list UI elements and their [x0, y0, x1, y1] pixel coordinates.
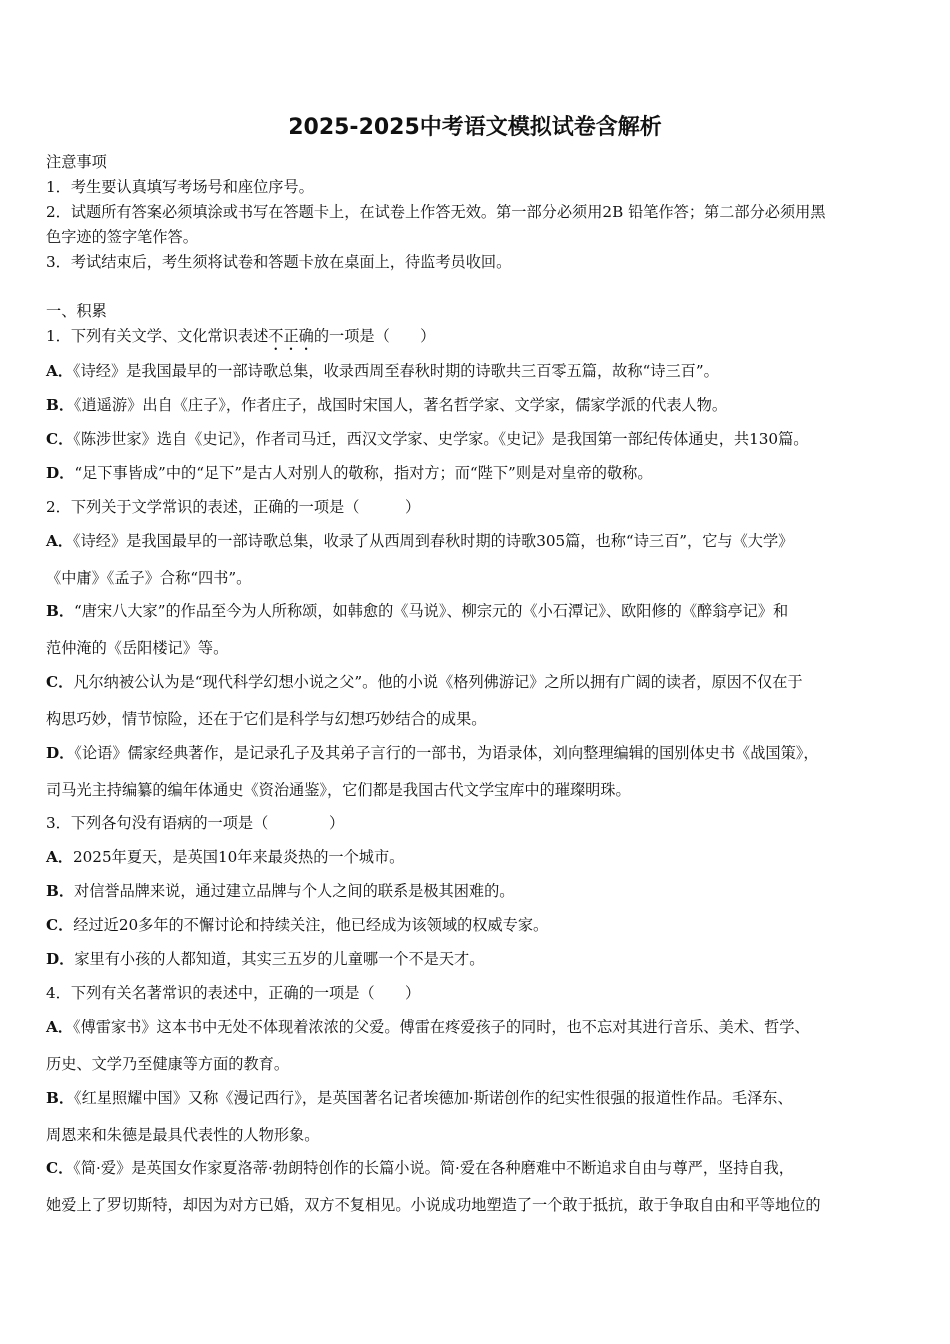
option-letter: C．	[46, 430, 74, 448]
question-1-stem	[46, 326, 435, 354]
question-4-stem: 4．下列有关名著常识的表述中，正确的一项是（ ）	[46, 984, 421, 1002]
notice-item-2: 2．试题所有答案必须填涂或书写在答题卡上，在试卷上作答无效。第一部分必须用2B 铅笔作答；第二部分必须用黑	[46, 203, 826, 221]
question-4-option-b-cont: 周恩来和朱德是最具代表性的人物形象。	[46, 1126, 320, 1144]
question-1-stem-pre: 1．下列有关文学、文化常识表述	[46, 327, 269, 345]
question-3-option-c: C．经过近20多年的不懈讨论和持续关注，他已经成为该领域的权威专家。	[46, 916, 549, 934]
option-letter: A．	[46, 362, 73, 380]
option-letter: D．	[46, 744, 75, 762]
question-3-option-b: B．对信誉品牌来说，通过建立品牌与个人之间的联系是极其困难的。	[46, 882, 515, 900]
question-2-stem: 2．下列关于文学常识的表述，正确的一项是（ ）	[46, 498, 421, 516]
question-2-option-b-cont: 范仲淹的《岳阳楼记》等。	[46, 639, 229, 657]
section-heading: 一、积累	[46, 302, 107, 320]
page-title: 2025-2025中考语文模拟试卷含解析	[288, 115, 662, 140]
question-2-option-d: D．《论语》儒家经典著作，是记录孔子及其弟子言行的一部书，为语录体，刘向整理编辑的国别体史书《战国策》，	[46, 744, 819, 762]
question-4-option-c: C．《简·爱》是英国女作家夏洛蒂·勃朗特创作的长篇小说。简·爱在各种磨难中不断追求自由与尊严，坚持自我，	[46, 1159, 794, 1177]
notice-item-3: 3．考试结束后，考生须将试卷和答题卡放在桌面上，待监考员收回。	[46, 253, 512, 271]
option-letter: C．	[46, 1159, 74, 1177]
question-4-option-a-cont: 历史、文学乃至健康等方面的教育。	[46, 1055, 289, 1073]
question-1-option-d: D．“足下事皆成”中的“足下”是古人对别人的敬称，指对方；而“陛下”则是对皇帝的敬称。	[46, 464, 653, 482]
option-letter: A．	[46, 532, 73, 550]
question-1-emphasis: 不正确	[268, 327, 314, 345]
question-1-option-b: B．《逍遥游》出自《庄子》，作者庄子，战国时宋国人，著名哲学家、文学家，儒家学派的代表人物。	[46, 396, 728, 414]
question-2-option-a: A．《诗经》是我国最早的一部诗歌总集，收录了从西周到春秋时期的诗歌305篇，也称“诗三百”，它与《大学》	[46, 532, 794, 550]
notice-heading: 注意事项	[46, 153, 107, 171]
option-letter: D．	[46, 464, 75, 482]
question-2-option-c: C．凡尔纳被公认为是“现代科学幻想小说之父”。他的小说《格列佛游记》之所以拥有广阔的读者，原因不仅在于	[46, 673, 803, 691]
option-letter: A．	[46, 848, 73, 866]
question-2-option-d-cont: 司马光主持编纂的编年体通史《资治通鉴》，它们都是我国古代文学宝库中的璀璨明珠。	[46, 781, 631, 799]
notice-item-2-cont: 色字迹的签字笔作答。	[46, 228, 198, 246]
question-4-option-c-cont: 她爱上了罗切斯特，却因为对方已婚，双方不复相见。小说成功地塑造了一个敢于抵抗，敢于争取自由和平等地位的	[46, 1196, 821, 1214]
option-letter: A．	[46, 1018, 73, 1036]
question-4-option-a: A．《傅雷家书》这本书中无处不体现着浓浓的父爱。傅雷在疼爱孩子的同时，也不忘对其进行音乐、美术、哲学、	[46, 1018, 810, 1036]
option-letter: B．	[46, 882, 75, 900]
question-3-stem: 3．下列各句没有语病的一项是（ ）	[46, 814, 345, 832]
option-letter: B．	[46, 602, 75, 620]
option-letter: C．	[46, 673, 74, 691]
option-letter: B．	[46, 1089, 75, 1107]
question-2-option-a-cont: 《中庸》《孟子》合称“四书”。	[46, 569, 252, 587]
option-letter: D．	[46, 950, 75, 968]
question-2-option-b: B．“唐宋八大家”的作品至今为人所称颂，如韩愈的《马说》、柳宗元的《小石潭记》、欧阳修的《醉翁亭记》和	[46, 602, 789, 620]
question-1-option-a: A．《诗经》是我国最早的一部诗歌总集，收录西周至春秋时期的诗歌共三百零五篇，故称“诗三百”。	[46, 362, 719, 380]
option-letter: C．	[46, 916, 74, 934]
question-4-option-b: B．《红星照耀中国》又称《漫记西行》，是英国著名记者埃德加·斯诺创作的纪实性很强的报道性作品。毛泽东、	[46, 1089, 793, 1107]
question-3-option-d: D．家里有小孩的人都知道，其实三五岁的儿童哪一个不是天才。	[46, 950, 485, 968]
notice-item-1: 1．考生要认真填写考场号和座位序号。	[46, 178, 314, 196]
question-1-option-c: C．《陈涉世家》选自《史记》，作者司马迁，西汉文学家、史学家。《史记》是我国第一部纪传体通史，共130篇。	[46, 430, 809, 448]
question-3-option-a: A．2025年夏天，是英国10年来最炎热的一个城市。	[46, 848, 405, 866]
question-1-stem-post: 的一项是（ ）	[313, 327, 436, 345]
question-2-option-c-cont: 构思巧妙，情节惊险，还在于它们是科学与幻想巧妙结合的成果。	[46, 710, 487, 728]
option-letter: B．	[46, 396, 75, 414]
